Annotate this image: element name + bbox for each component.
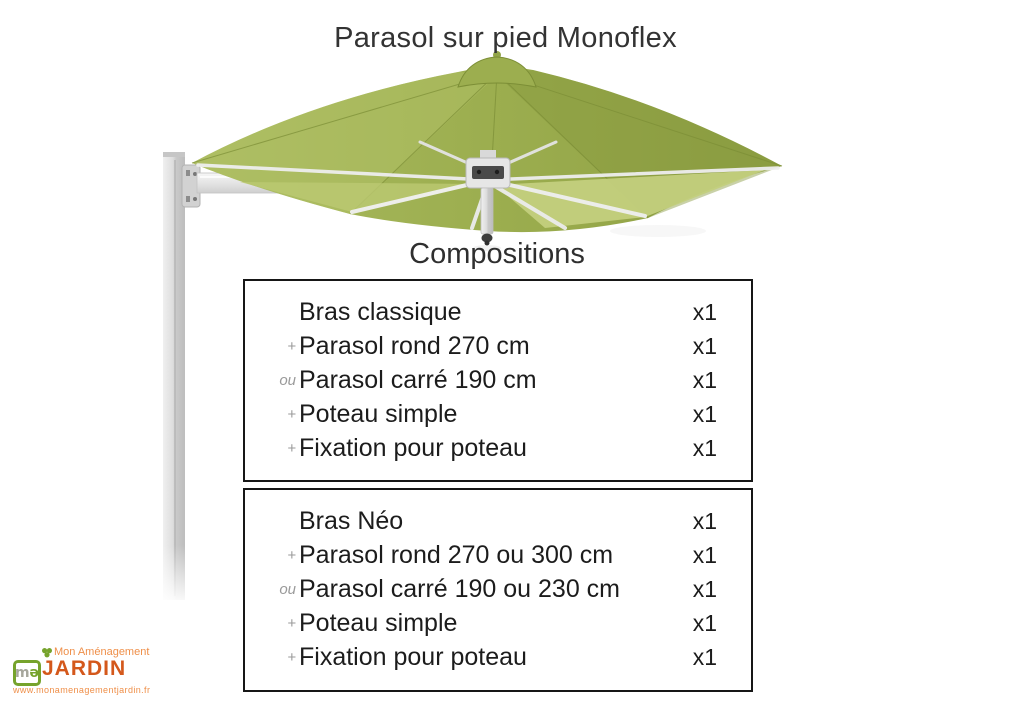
brand-monogram [13, 660, 41, 686]
row-label: Fixation pour poteau [299, 643, 527, 672]
monogram-a: ə [29, 665, 40, 681]
brand-website: www.monamenagementjardin.fr [13, 685, 151, 695]
row-prefix: + [287, 440, 296, 458]
row-label: Poteau simple [299, 609, 458, 638]
composition-row [257, 572, 751, 606]
row-label: Fixation pour poteau [299, 434, 527, 463]
composition-row [257, 363, 751, 397]
composition-row [257, 432, 751, 466]
composition-box-neo [243, 488, 753, 692]
composition-row [257, 295, 751, 329]
row-quantity: x1 [692, 332, 717, 359]
brand-name: JARDIN [42, 657, 127, 680]
row-quantity: x1 [692, 366, 717, 393]
parasol-pole [158, 152, 190, 603]
row-label: Poteau simple [299, 400, 458, 429]
composition-row [257, 329, 751, 363]
row-label: Parasol rond 270 ou 300 cm [299, 540, 614, 569]
row-quantity: x1 [692, 575, 717, 602]
row-quantity: x1 [692, 435, 717, 462]
composition-row [257, 641, 751, 675]
row-quantity: x1 [692, 610, 717, 637]
row-prefix: ou [279, 371, 296, 389]
row-prefix: + [287, 649, 296, 667]
row-quantity: x1 [692, 401, 717, 428]
row-quantity: x1 [692, 507, 717, 534]
row-label: Bras Néo [299, 506, 404, 535]
brand-tagline: Mon Aménagement [54, 646, 150, 658]
composition-row [257, 538, 751, 572]
row-label: Parasol carré 190 ou 230 cm [299, 574, 621, 603]
composition-row [257, 504, 751, 538]
row-quantity: x1 [692, 298, 717, 325]
row-prefix: + [287, 406, 296, 424]
brand-logo [13, 642, 163, 700]
row-label: Parasol rond 270 cm [299, 331, 530, 360]
row-prefix: + [287, 546, 296, 564]
row-prefix: + [287, 615, 296, 633]
composition-row [257, 607, 751, 641]
row-quantity: x1 [692, 541, 717, 568]
composition-row [257, 398, 751, 432]
row-label: Parasol carré 190 cm [299, 365, 537, 394]
composition-box-classique [243, 279, 753, 482]
monogram-m: m [14, 665, 30, 681]
row-quantity: x1 [692, 644, 717, 671]
row-prefix: + [287, 337, 296, 355]
page-title: Parasol sur pied Monoflex [334, 22, 677, 54]
row-label: Bras classique [299, 297, 462, 326]
compositions-heading: Compositions [409, 238, 585, 270]
row-prefix: ou [279, 580, 296, 598]
